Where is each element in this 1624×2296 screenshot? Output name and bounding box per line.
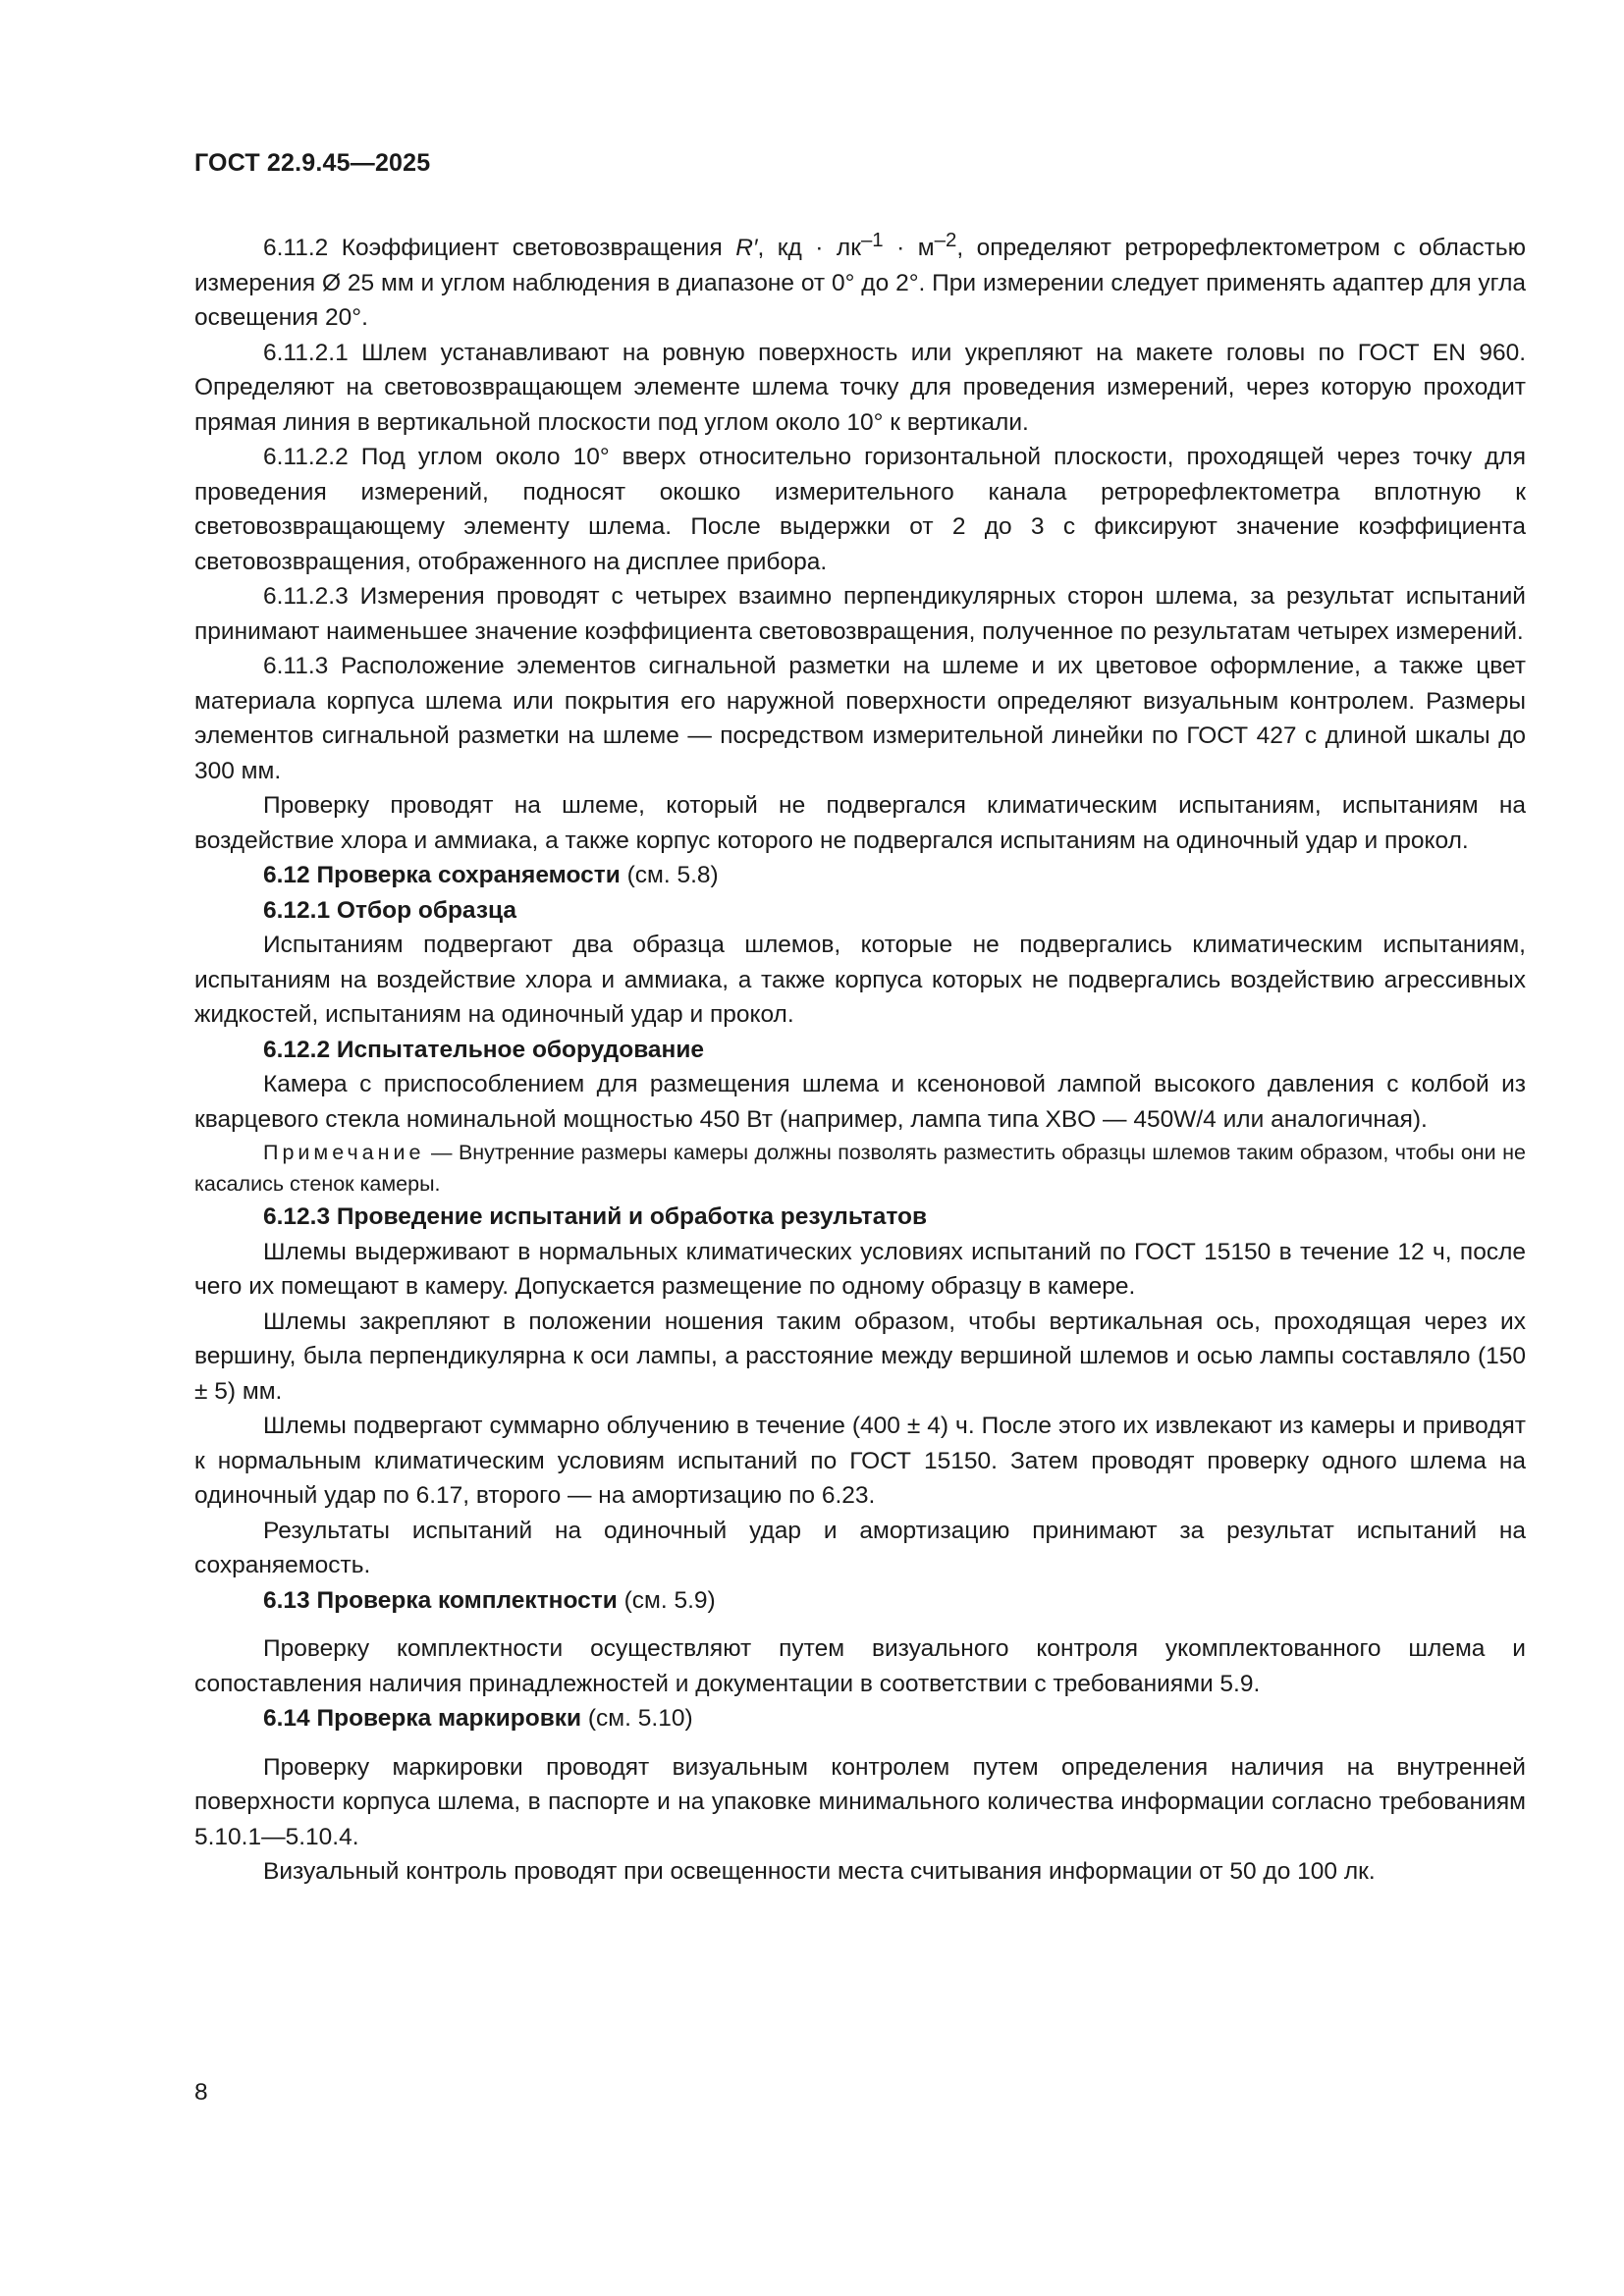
superscript: –1 bbox=[860, 230, 884, 251]
paragraph-6-12-3-4: Результаты испытаний на одиночный удар и амортизацию принимают за результат испытаний на сохраняемость. bbox=[194, 1517, 1526, 1579]
page-number: 8 bbox=[194, 2079, 208, 2106]
heading-ref: (см. 5.10) bbox=[581, 1705, 693, 1733]
paragraph-6-11-3-cont: Проверку проводят на шлеме, который не подвергался климатическим испытаниям, испытаниям на воздействие хлора и аммиака, а также корпус которого не подвергался испытаниям на одиночный удар и прокол. bbox=[194, 792, 1526, 854]
superscript: –2 bbox=[934, 230, 957, 251]
paragraph-6-11-3: 6.11.3 Расположение элементов сигнальной разметки на шлеме и их цветовое оформление, а также цвет материала корпуса шлема или покрытия его наружной поверхности определяют визуальным контролем. Размеры элементов сигнальной разметки на шлеме — посредством измерительной линейки по ГОСТ 427 с длиной шкалы до 300 мм. bbox=[194, 653, 1526, 784]
note-label: Примечание bbox=[263, 1141, 425, 1165]
paragraph-6-14-2: Визуальный контроль проводят при освещенности места считывания информации от 50 до 100 лк. bbox=[263, 1858, 1376, 1886]
note-text: — Внутренние размеры камеры должны позволять разместить образцы шлемов таким образом, чтобы они не касались стенок камеры. bbox=[194, 1141, 1526, 1197]
heading-text: 6.12.3 Проведение испытаний и обработка результатов bbox=[263, 1203, 928, 1231]
paragraph-6-12-3-1: Шлемы выдерживают в нормальных климатических условиях испытаний по ГОСТ 15150 в течение 12 ч, после чего их помещают в камеру. Допускается размещение по одному образцу в камере. bbox=[194, 1238, 1526, 1301]
paragraph-6-11-2-1: 6.11.2.1 Шлем устанавливают на ровную поверхность или укрепляют на макете головы по ГОСТ EN 960. Определяют на световозвращающем элементе шлема точку для проведения измерений, через которую проходит прямая линия в вертикальной плоскости под углом около 10° к вертикали. bbox=[194, 339, 1526, 436]
heading-text: 6.14 Проверка маркировки bbox=[263, 1705, 582, 1733]
paragraph-6-11-2-3: 6.11.2.3 Измерения проводят с четырех взаимно перпендикулярных сторон шлема, за результат испытаний принимают наименьшее значение коэффициента световозвращения, полученное по результатам четырех измерений. bbox=[194, 583, 1526, 645]
section-heading-6-13 bbox=[194, 1583, 1526, 1619]
section-heading-6-14 bbox=[194, 1701, 1526, 1736]
subsection-heading-6-12-3 bbox=[194, 1200, 1526, 1235]
subsection-heading-6-12-2 bbox=[194, 1033, 1526, 1068]
paragraph-6-13: Проверку комплектности осуществляют путем визуального контроля укомплектованного шлема и сопоставления наличия принадлежностей и документации в соответствии с требованиями 5.9. bbox=[194, 1635, 1526, 1697]
heading-text: 6.12.2 Испытательное оборудование bbox=[263, 1036, 705, 1063]
text-run: · м bbox=[883, 235, 935, 262]
text-run: , определяют ретрорефлектометром с областью измерения Ø 25 мм и углом наблюдения в диапазоне от 0° до 2°. При измерении следует применять адаптер для угла освещения 20°. bbox=[194, 235, 1527, 332]
paragraph-6-12-2: Камера с приспособлением для размещения шлема и ксеноновой лампой высокого давления с колбой из кварцевого стекла номинальной мощностью 450 Вт (например, лампа типа XBO — 450W/4 или аналогичная). bbox=[194, 1071, 1526, 1133]
heading-ref: (см. 5.9) bbox=[617, 1586, 716, 1614]
symbol-r-prime: R′ bbox=[735, 235, 758, 262]
heading-ref: (см. 5.8) bbox=[620, 862, 719, 889]
paragraph-6-12-3-2: Шлемы закрепляют в положении ношения таким образом, чтобы вертикальная ось, проходящая через их вершину, была перпендикулярна к оси лампы, а расстояние между вершиной шлемов и осью лампы составляло (150 ± 5) мм. bbox=[194, 1308, 1526, 1405]
heading-text: 6.13 Проверка комплектности bbox=[263, 1586, 618, 1614]
heading-text: 6.12 Проверка сохраняемости bbox=[263, 862, 621, 889]
text-run: 6.11.2 Коэффициент световозвращения bbox=[263, 235, 736, 262]
subsection-heading-6-12-1 bbox=[194, 893, 1526, 929]
heading-text: 6.12.1 Отбор образца bbox=[263, 896, 517, 924]
page-content bbox=[194, 224, 1526, 1890]
section-heading-6-12 bbox=[194, 858, 1526, 893]
note bbox=[194, 1137, 1526, 1200]
document-header: ГОСТ 22.9.45—2025 bbox=[194, 149, 431, 177]
paragraph-6-14-1: Проверку маркировки проводят визуальным контролем путем определения наличия на внутренней поверхности корпуса шлема, в паспорте и на упаковке минимального количества информации согласно требованиям 5.10.1—5.10.4. bbox=[194, 1753, 1526, 1850]
paragraph-6-12-3-3: Шлемы подвергают суммарно облучению в течение (400 ± 4) ч. После этого их извлекают из камеры и приводят к нормальным климатическим условиям испытаний по ГОСТ 15150. Затем проводят проверку одного шлема на одиночный удар по 6.17, второго — на амортизацию по 6.23. bbox=[194, 1413, 1526, 1510]
paragraph-6-11-2 bbox=[194, 224, 1526, 336]
text-run: , кд · лк bbox=[757, 235, 861, 262]
paragraph-6-12-1: Испытаниям подвергают два образца шлемов, которые не подвергались климатическим испытаниям, испытаниям на воздействие хлора и аммиака, а также корпуса которых не подвергались воздействию агрессивных жидкостей, испытаниям на одиночный удар и прокол. bbox=[194, 932, 1526, 1029]
paragraph-6-11-2-2: 6.11.2.2 Под углом около 10° вверх относительно горизонтальной плоскости, проходящей через точку для проведения измерений, подносят окошко измерительного канала ретрорефлектометра вплотную к световозвращающему элементу шлема. После выдержки от 2 до 3 с фиксируют значение коэффициента световозвращения, отображенного на дисплее прибора. bbox=[194, 444, 1526, 575]
